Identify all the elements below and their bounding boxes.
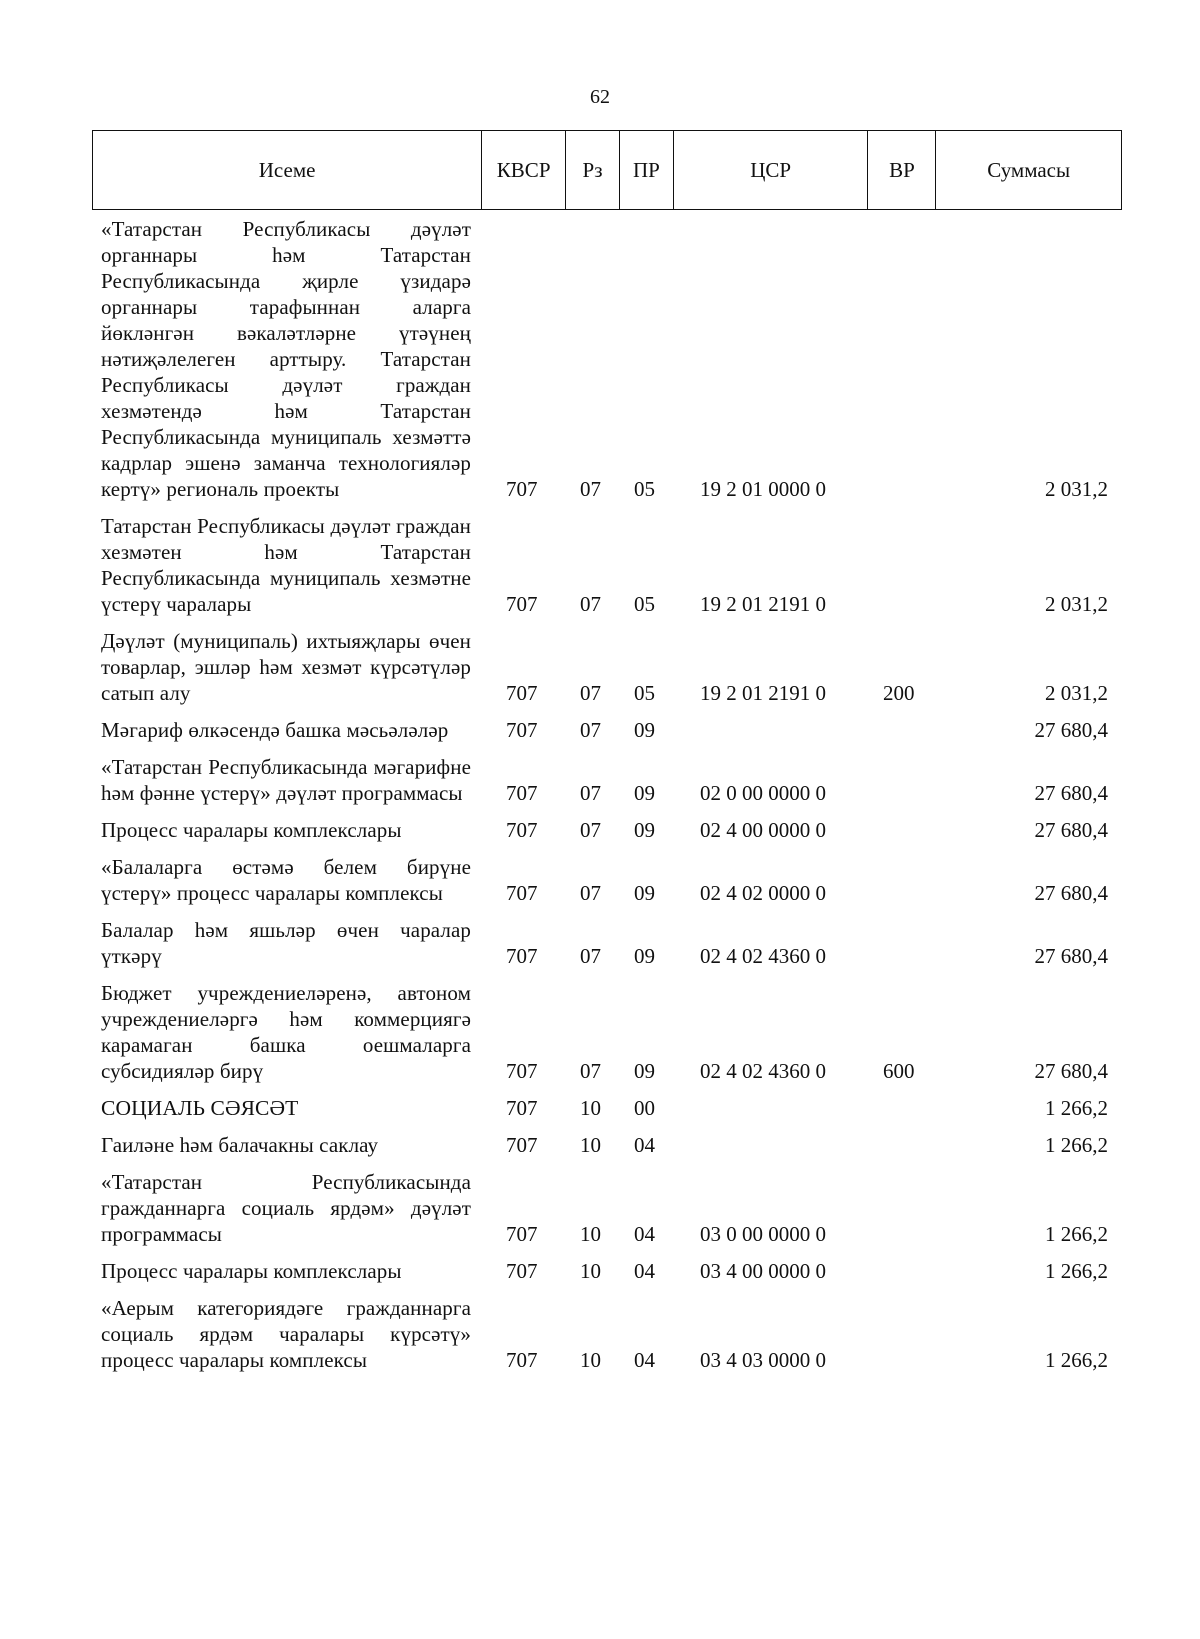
table-row — [0, 1252, 1200, 1289]
row-sum: 2 031,2 — [1045, 477, 1108, 501]
row-pr: 09 — [634, 818, 655, 842]
row-sum: 2 031,2 — [1045, 592, 1108, 616]
table-row — [0, 711, 1200, 748]
table-row — [0, 848, 1200, 911]
row-csr: 03 0 00 0000 0 — [700, 1222, 826, 1246]
table-row — [0, 210, 1200, 507]
row-kvsr: 707 — [506, 1259, 538, 1283]
row-sum: 27 680,4 — [1034, 781, 1108, 805]
row-pr: 05 — [634, 477, 655, 501]
row-sum: 1 266,2 — [1045, 1222, 1108, 1246]
table-row — [0, 507, 1200, 622]
row-name: «Татарстан Республикасында мәгарифне һәм фәнне үстерү» дәүләт программасы — [101, 755, 471, 805]
row-pr: 04 — [634, 1348, 655, 1372]
row-csr: 02 4 02 0000 0 — [700, 881, 826, 905]
row-rz: 10 — [580, 1222, 601, 1246]
row-rz: 07 — [580, 718, 601, 742]
table-body — [0, 210, 1200, 1378]
row-name: Татарстан Республикасы дәүләт граждан хезмәтен һәм Татарстан Республикасында муниципаль хезмәтне үстерү чаралары — [101, 514, 471, 616]
row-rz: 10 — [580, 1348, 601, 1372]
row-name: «Аерым категориядәге гражданнарга социаль ярдәм чаралары күрсәтү» процесс чаралары комплексы — [101, 1296, 471, 1372]
row-name: Процесс чаралары комплекслары — [101, 1259, 402, 1283]
row-kvsr: 707 — [506, 781, 538, 805]
column-header-csr: ЦСР — [674, 131, 869, 209]
row-csr: 02 4 02 4360 0 — [700, 944, 826, 968]
row-rz: 07 — [580, 781, 601, 805]
row-name: СОЦИАЛЬ СӘЯСӘТ — [101, 1096, 299, 1120]
row-kvsr: 707 — [506, 1348, 538, 1372]
row-sum: 27 680,4 — [1034, 718, 1108, 742]
row-csr: 19 2 01 2191 0 — [700, 592, 826, 616]
row-rz: 07 — [580, 477, 601, 501]
row-kvsr: 707 — [506, 592, 538, 616]
row-rz: 07 — [580, 818, 601, 842]
row-rz: 10 — [580, 1133, 601, 1157]
row-rz: 07 — [580, 681, 601, 705]
row-kvsr: 707 — [506, 1096, 538, 1120]
table-row — [0, 911, 1200, 974]
row-pr: 09 — [634, 1059, 655, 1083]
row-pr: 05 — [634, 592, 655, 616]
row-pr: 09 — [634, 718, 655, 742]
row-kvsr: 707 — [506, 818, 538, 842]
row-sum: 1 266,2 — [1045, 1133, 1108, 1157]
row-sum: 27 680,4 — [1034, 818, 1108, 842]
row-vr: 200 — [883, 681, 915, 705]
row-csr: 03 4 00 0000 0 — [700, 1259, 826, 1283]
table-row — [0, 748, 1200, 811]
row-pr: 00 — [634, 1096, 655, 1120]
table-row — [0, 811, 1200, 848]
row-rz: 07 — [580, 881, 601, 905]
row-csr: 03 4 03 0000 0 — [700, 1348, 826, 1372]
row-sum: 27 680,4 — [1034, 881, 1108, 905]
row-kvsr: 707 — [506, 1133, 538, 1157]
row-name: «Татарстан Республикасы дәүләт органнары һәм Татарстан Республикасында җирле үзидарә органнары тарафыннан аларга йөкләнгән вәкаләтләрне үтәүнең нәтиҗәлелеген арттыру. Татарстан Республикасы дәүләт граждан хезмәтендә һәм Татарстан Республикасында муниципаль хезмәттә кадрлар эшенә заманча технологияләр кертү» региональ проекты — [101, 217, 471, 501]
row-name: Бюджет учреждениеләренә, автоном учреждениеләргә һәм коммерциягә карамаган башка оешмаларга субсидияләр бирү — [101, 981, 471, 1083]
row-kvsr: 707 — [506, 477, 538, 501]
row-sum: 1 266,2 — [1045, 1096, 1108, 1120]
table-row — [0, 1089, 1200, 1126]
row-sum: 27 680,4 — [1034, 944, 1108, 968]
row-kvsr: 707 — [506, 681, 538, 705]
table-row — [0, 1163, 1200, 1252]
row-name: Гаиләне һәм балачакны саклау — [101, 1133, 379, 1157]
row-rz: 07 — [580, 944, 601, 968]
column-header-pr: ПР — [620, 131, 674, 209]
row-csr: 02 4 02 4360 0 — [700, 1059, 826, 1083]
row-pr: 09 — [634, 944, 655, 968]
row-name: «Балаларга өстәмә белем бирүне үстерү» процесс чаралары комплексы — [101, 855, 471, 905]
column-header-sum: Суммасы — [987, 157, 1071, 182]
row-name: Балалар һәм яшьләр өчен чаралар үткәрү — [101, 918, 471, 968]
row-csr: 02 4 00 0000 0 — [700, 818, 826, 842]
row-sum: 1 266,2 — [1045, 1348, 1108, 1372]
row-kvsr: 707 — [506, 881, 538, 905]
page-number: 62 — [590, 86, 610, 108]
row-sum: 2 031,2 — [1045, 681, 1108, 705]
row-sum: 27 680,4 — [1034, 1059, 1108, 1083]
row-kvsr: 707 — [506, 944, 538, 968]
row-pr: 05 — [634, 681, 655, 705]
row-rz: 07 — [580, 592, 601, 616]
column-header-name: Исеме — [93, 131, 482, 209]
row-pr: 04 — [634, 1222, 655, 1246]
row-name: «Татарстан Республикасында гражданнарга социаль ярдәм» дәүләт программасы — [101, 1170, 471, 1246]
column-header-rz: Рз — [566, 131, 620, 209]
row-sum: 1 266,2 — [1045, 1259, 1108, 1283]
table-row — [0, 974, 1200, 1089]
row-name: Дәүләт (муниципаль) ихтыяҗлары өчен товарлар, эшләр һәм хезмәт күрсәтүләр сатып алу — [101, 629, 471, 705]
table-header — [92, 130, 1122, 210]
row-kvsr: 707 — [506, 1222, 538, 1246]
row-name: Мәгариф өлкәсендә башка мәсьәләләр — [101, 718, 449, 742]
row-rz: 10 — [580, 1259, 601, 1283]
row-name: Процесс чаралары комплекслары — [101, 818, 402, 842]
row-kvsr: 707 — [506, 1059, 538, 1083]
row-vr: 600 — [883, 1059, 915, 1083]
row-rz: 10 — [580, 1096, 601, 1120]
table-row — [0, 1289, 1200, 1378]
row-csr: 19 2 01 2191 0 — [700, 681, 826, 705]
column-header-kvsr: КВСР — [482, 131, 566, 209]
row-csr: 19 2 01 0000 0 — [700, 477, 826, 501]
table-row — [0, 1126, 1200, 1163]
row-kvsr: 707 — [506, 718, 538, 742]
row-pr: 09 — [634, 781, 655, 805]
column-header-vr: ВР — [868, 131, 936, 209]
row-rz: 07 — [580, 1059, 601, 1083]
row-pr: 09 — [634, 881, 655, 905]
row-pr: 04 — [634, 1133, 655, 1157]
table-row — [0, 622, 1200, 711]
row-pr: 04 — [634, 1259, 655, 1283]
row-csr: 02 0 00 0000 0 — [700, 781, 826, 805]
